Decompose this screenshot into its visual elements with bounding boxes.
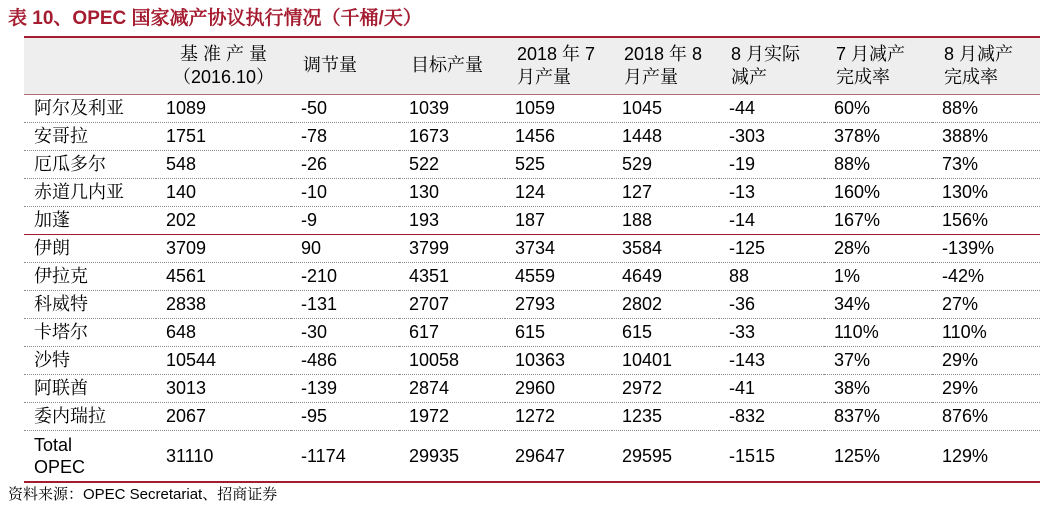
table-cell: -832 (719, 402, 824, 430)
country-name: 阿联酋 (24, 374, 156, 402)
table-cell: 1972 (399, 402, 505, 430)
header-july-production: 2018 年 7 月产量 (505, 38, 612, 94)
table-cell: -26 (291, 150, 399, 178)
header-country (24, 38, 156, 94)
header-row (24, 38, 1040, 94)
table-cell: 187 (505, 206, 612, 234)
table-cell: 10544 (156, 346, 291, 374)
table-cell: -95 (291, 402, 399, 430)
table-cell: -13 (719, 178, 824, 206)
table-cell: 27% (932, 290, 1040, 318)
table-cell: -33 (719, 318, 824, 346)
header-baseline: 基 准 产 量 （2016.10） (156, 38, 291, 94)
table-cell: 2874 (399, 374, 505, 402)
source-note: 资料来源：OPEC Secretariat、招商证券 (8, 486, 278, 503)
table-cell: 88% (932, 94, 1040, 122)
country-name: 伊拉克 (24, 262, 156, 290)
table-cell: 1235 (612, 402, 719, 430)
country-name: 委内瑞拉 (24, 402, 156, 430)
total-row (24, 430, 1040, 482)
total-cell: -1515 (719, 430, 824, 482)
table-cell: 37% (824, 346, 932, 374)
table-cell: 38% (824, 374, 932, 402)
table-cell: 3734 (505, 234, 612, 262)
table-cell: 1% (824, 262, 932, 290)
table-cell: 2793 (505, 290, 612, 318)
table-cell: 167% (824, 206, 932, 234)
table-row (24, 206, 1040, 234)
table-cell: 3709 (156, 234, 291, 262)
table-cell: 1456 (505, 122, 612, 150)
table-cell: 1089 (156, 94, 291, 122)
table-cell: 193 (399, 206, 505, 234)
header-august-compliance: 8 月减产 完成率 (932, 38, 1040, 94)
table-cell: -303 (719, 122, 824, 150)
country-name: 厄瓜多尔 (24, 150, 156, 178)
table-cell: 548 (156, 150, 291, 178)
table-cell: 29% (932, 346, 1040, 374)
header-august-production: 2018 年 8 月产量 (612, 38, 719, 94)
table-cell: 110% (932, 318, 1040, 346)
table-cell: -125 (719, 234, 824, 262)
table-cell: 90 (291, 234, 399, 262)
table-row (24, 262, 1040, 290)
table-row (24, 150, 1040, 178)
table-cell: 130 (399, 178, 505, 206)
table-cell: -50 (291, 94, 399, 122)
country-name: 赤道几内亚 (24, 178, 156, 206)
header-july-compliance: 7 月减产 完成率 (824, 38, 932, 94)
country-name: 伊朗 (24, 234, 156, 262)
total-cell: 29647 (505, 430, 612, 482)
table-cell: -143 (719, 346, 824, 374)
header-adjustment: 调节量 (291, 38, 399, 94)
table-cell: -44 (719, 94, 824, 122)
total-cell: 125% (824, 430, 932, 482)
country-name: 卡塔尔 (24, 318, 156, 346)
table-row (24, 346, 1040, 374)
table-cell: -36 (719, 290, 824, 318)
table-cell: -486 (291, 346, 399, 374)
table-cell: 1059 (505, 94, 612, 122)
table-cell: 1039 (399, 94, 505, 122)
table-cell: 73% (932, 150, 1040, 178)
table-cell: -210 (291, 262, 399, 290)
table-cell: 130% (932, 178, 1040, 206)
table-cell: 3584 (612, 234, 719, 262)
table-cell: 837% (824, 402, 932, 430)
table-cell: 617 (399, 318, 505, 346)
table-cell: -42% (932, 262, 1040, 290)
table-cell: 34% (824, 290, 932, 318)
table-cell: 388% (932, 122, 1040, 150)
country-name: 阿尔及利亚 (24, 94, 156, 122)
table-cell: -78 (291, 122, 399, 150)
total-cell: 129% (932, 430, 1040, 482)
table-cell: 4351 (399, 262, 505, 290)
table-cell: 2960 (505, 374, 612, 402)
table-cell: 10363 (505, 346, 612, 374)
header-august-cut: 8 月实际 减产 (719, 38, 824, 94)
table-cell: 615 (612, 318, 719, 346)
header-target: 目标产量 (399, 38, 505, 94)
total-label: Total OPEC (24, 430, 156, 482)
table-cell: 3013 (156, 374, 291, 402)
table-cell: 88% (824, 150, 932, 178)
table-cell: 127 (612, 178, 719, 206)
table-cell: -9 (291, 206, 399, 234)
table-cell: 156% (932, 206, 1040, 234)
table-cell: 876% (932, 402, 1040, 430)
table-cell: -14 (719, 206, 824, 234)
table-cell: 1272 (505, 402, 612, 430)
table-cell: 202 (156, 206, 291, 234)
table-cell: -30 (291, 318, 399, 346)
opec-production-table (24, 38, 1040, 483)
table-cell: 28% (824, 234, 932, 262)
country-name: 沙特 (24, 346, 156, 374)
table-cell: 529 (612, 150, 719, 178)
total-cell: 29595 (612, 430, 719, 482)
table-cell: 4649 (612, 262, 719, 290)
table-row (24, 178, 1040, 206)
table-cell: 2802 (612, 290, 719, 318)
table-cell: -139% (932, 234, 1040, 262)
table-cell: 522 (399, 150, 505, 178)
table-cell: -131 (291, 290, 399, 318)
table-cell: 124 (505, 178, 612, 206)
table-cell: 1045 (612, 94, 719, 122)
table-cell: 378% (824, 122, 932, 150)
country-name: 加蓬 (24, 206, 156, 234)
table-row (24, 234, 1040, 262)
table-cell: 1751 (156, 122, 291, 150)
table-cell: -10 (291, 178, 399, 206)
table-cell: 1448 (612, 122, 719, 150)
table-cell: 525 (505, 150, 612, 178)
table-cell: 88 (719, 262, 824, 290)
table-cell: 188 (612, 206, 719, 234)
table-cell: 60% (824, 94, 932, 122)
table-row (24, 402, 1040, 430)
table-cell: 648 (156, 318, 291, 346)
table-cell: 2707 (399, 290, 505, 318)
table-row (24, 94, 1040, 122)
table-cell: -139 (291, 374, 399, 402)
table-cell: 110% (824, 318, 932, 346)
table-cell: 615 (505, 318, 612, 346)
table-title: 表 10、OPEC 国家减产协议执行情况（千桶/天） (8, 8, 422, 29)
table-row (24, 290, 1040, 318)
table-row (24, 122, 1040, 150)
table-cell: 10401 (612, 346, 719, 374)
table-cell: 10058 (399, 346, 505, 374)
country-name: 安哥拉 (24, 122, 156, 150)
table-cell: 3799 (399, 234, 505, 262)
table-cell: -19 (719, 150, 824, 178)
total-cell: 29935 (399, 430, 505, 482)
table-cell: 1673 (399, 122, 505, 150)
table-cell: 160% (824, 178, 932, 206)
table-cell: 140 (156, 178, 291, 206)
table-cell: 2838 (156, 290, 291, 318)
table-cell: 29% (932, 374, 1040, 402)
table-cell: 2067 (156, 402, 291, 430)
table-row (24, 374, 1040, 402)
total-cell: 31110 (156, 430, 291, 482)
table-row (24, 318, 1040, 346)
country-name: 科威特 (24, 290, 156, 318)
table-cell: 2972 (612, 374, 719, 402)
table-cell: 4559 (505, 262, 612, 290)
total-cell: -1174 (291, 430, 399, 482)
table-cell: -41 (719, 374, 824, 402)
table-cell: 4561 (156, 262, 291, 290)
